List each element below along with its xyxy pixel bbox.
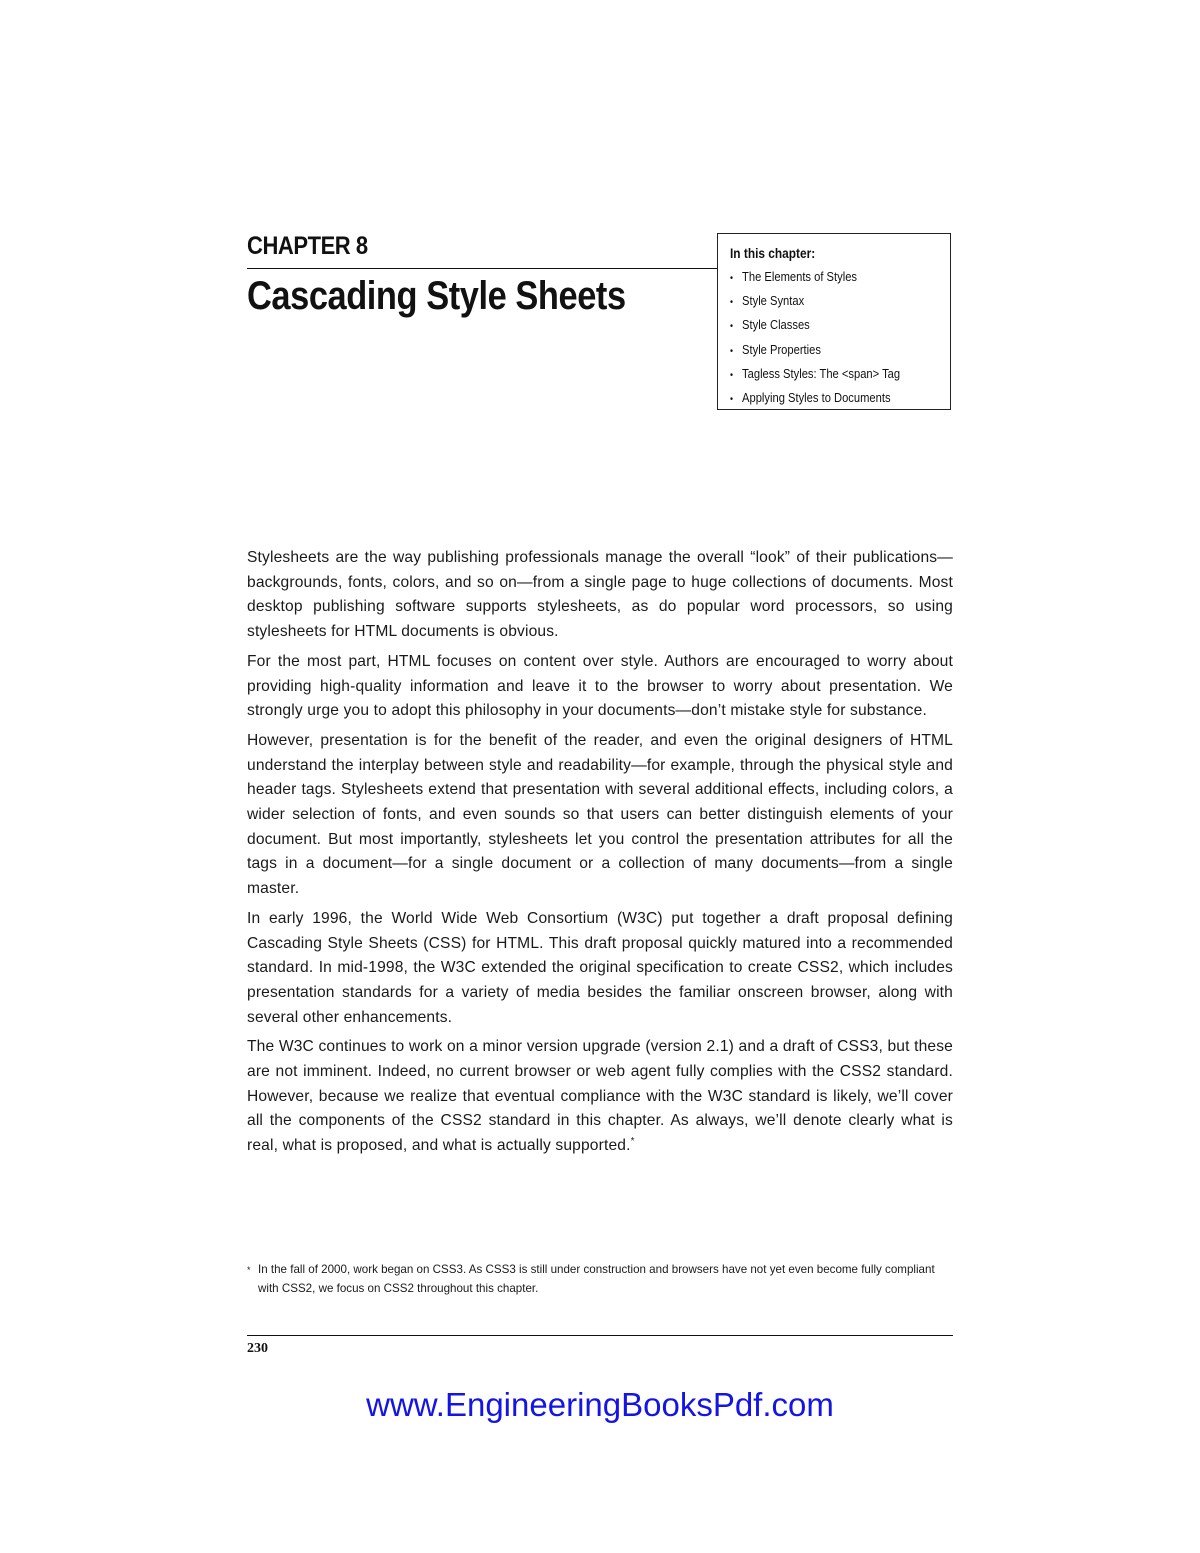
toc-item xyxy=(730,314,919,338)
body-text xyxy=(247,546,953,1164)
toc-item-label: Applying Styles to Documents xyxy=(742,390,891,406)
toc-item xyxy=(730,387,919,411)
footnote xyxy=(247,1261,953,1298)
toc-item-label: The Elements of Styles xyxy=(742,269,857,284)
toc-list xyxy=(730,266,950,411)
bullet-icon: • xyxy=(730,394,734,406)
footnote-reference: * xyxy=(630,1135,635,1147)
chapter-contents-box xyxy=(717,233,951,410)
toc-heading: In this chapter: xyxy=(730,246,816,261)
toc-item xyxy=(730,339,919,363)
chapter-label: CHAPTER 8 xyxy=(247,232,368,260)
bullet-icon: • xyxy=(730,369,734,381)
bullet-icon: • xyxy=(730,273,734,284)
bullet-icon: • xyxy=(730,345,734,357)
toc-item-label: Style Properties xyxy=(742,341,821,357)
chapter-title: Cascading Style Sheets xyxy=(247,274,626,318)
toc-item xyxy=(730,363,919,387)
toc-item-label: Style Syntax xyxy=(742,293,805,309)
body-paragraph: For the most part, HTML focuses on content over style. Authors are encouraged to worry about providing high-quality information and leave it to the browser to worry about presentation. We strongly urge you to adopt this philosophy in your documents—don’t mistake style for substance. xyxy=(247,652,953,720)
page-number: 230 xyxy=(247,1341,268,1356)
bullet-icon: • xyxy=(730,321,734,333)
toc-item xyxy=(730,290,919,314)
toc-item-label: Style Classes xyxy=(742,317,810,333)
toc-item-label: Tagless Styles: The <span> Tag xyxy=(742,365,901,381)
chapter-divider xyxy=(247,268,717,269)
footnote-text: In the fall of 2000, work began on CSS3. As CSS3 is still under construction and browsers have not yet even become fully compliant with CSS2, we focus on CSS2 throughout this chapter. xyxy=(258,1263,935,1295)
body-paragraph-text: The W3C continues to work on a minor version upgrade (version 2.1) and a draft of CSS3, but these are not imminent. Indeed, no current browser or web agent fully complies with the CSS2 standard. However, because we realize that eventual compliance with the W3C standard is likely, we’ll cover all the components of the CSS2 standard in this chapter. As always, we’ll denote clearly what is real, what is proposed, and what is actually supported. xyxy=(247,1038,953,1155)
footnote-symbol: * xyxy=(247,1265,251,1275)
bullet-icon: • xyxy=(730,297,734,309)
watermark xyxy=(0,1386,1200,1424)
footer-divider xyxy=(247,1335,953,1336)
body-paragraph: Stylesheets are the way publishing professionals manage the overall “look” of their publications—backgrounds, fonts, colors, and so on—from a single page to huge collections of documents. Most desktop publishing software supports stylesheets, as do popular word processors, so using stylesheets for HTML documents is obvious. xyxy=(247,549,953,641)
watermark-text: www.EngineeringBooksPdf.com xyxy=(366,1386,834,1423)
body-paragraph: In early 1996, the World Wide Web Consortium (W3C) put together a draft proposal defining Cascading Style Sheets (CSS) for HTML. This draft proposal quickly matured into a recommended standard. In mid-1998, the W3C extended the original specification to create CSS2, which includes presentation standards for a variety of media besides the familiar onscreen browser, along with several other enhancements. xyxy=(247,909,953,1026)
toc-item xyxy=(730,266,919,290)
body-paragraph-last xyxy=(247,1035,953,1159)
body-paragraph: However, presentation is for the benefit of the reader, and even the original designers of HTML understand the interplay between style and readability—for example, through the physical style and header tags. Stylesheets extend that presentation with several additional effects, including colors, a wider selection of fonts, and even sounds so that users can better distinguish elements of your document. But most importantly, stylesheets let you control the presentation attributes for all the tags in a document—for a single document or a collection of many documents—from a single master. xyxy=(247,731,953,898)
